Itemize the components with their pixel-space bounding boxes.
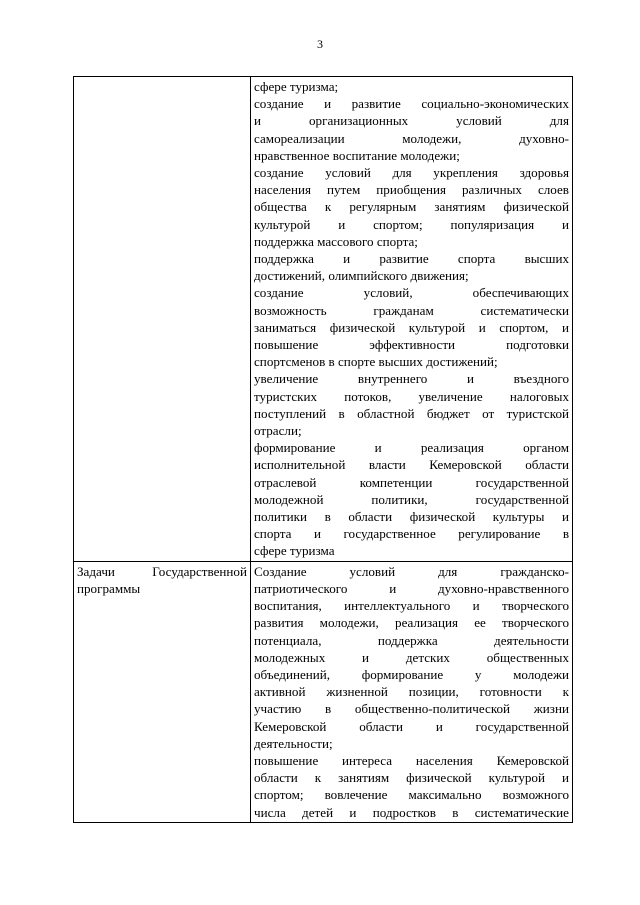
text-line: и организационных условий для bbox=[254, 113, 569, 129]
text-line: нравственное воспитание молодежи; bbox=[254, 147, 460, 163]
text-line: отрасли; bbox=[254, 423, 302, 439]
text-line: объединений, формирование у молодежи bbox=[254, 666, 569, 682]
table-row bbox=[74, 77, 573, 562]
text-line: поддержка и развитие спорта высших bbox=[254, 251, 569, 267]
text-line: программы bbox=[77, 580, 141, 596]
text-line: возможность гражданам систематически bbox=[254, 302, 569, 318]
text-line: общества к регулярным занятиям физической bbox=[254, 199, 569, 215]
text-line: поддержка массового спорта; bbox=[254, 233, 418, 249]
text-line: заниматься физической культурой и спортом, и bbox=[254, 319, 569, 335]
text-line: исполнительной власти Кемеровской области bbox=[254, 457, 569, 473]
text-line: поступлений в областной бюджет от туристской bbox=[254, 405, 569, 421]
text-line: активной жизненной позиции, готовности к bbox=[254, 684, 569, 700]
text-line: повышение эффективности подготовки bbox=[254, 337, 569, 353]
text-line: сфере туризма bbox=[254, 543, 335, 559]
text-line: создание условий для укрепления здоровья bbox=[254, 165, 569, 181]
text-line: увеличение внутреннего и въездного bbox=[254, 371, 569, 387]
text-line: формирование и реализация органом bbox=[254, 440, 569, 456]
text-line: сфере туризма; bbox=[254, 79, 339, 94]
text-line: самореализации молодежи, духовно- bbox=[254, 130, 569, 146]
tasks-label-cell bbox=[74, 561, 251, 822]
text-line: спортом; вовлечение максимально возможного bbox=[254, 787, 569, 803]
text-line: участию в общественно-политической жизни bbox=[254, 701, 569, 717]
text-line: воспитания, интеллектуального и творческого bbox=[254, 598, 569, 614]
text-line: Кемеровской области и государственной bbox=[254, 718, 569, 734]
tasks-cell bbox=[251, 561, 573, 822]
text-line: Создание условий для гражданско- bbox=[254, 563, 569, 579]
text-line: числа детей и подростков в систематические bbox=[254, 804, 569, 820]
text-line: создание условий, обеспечивающих bbox=[254, 285, 569, 301]
text-line: развития молодежи, реализация ее творческого bbox=[254, 615, 569, 631]
text-line: области к занятиям физической культурой и bbox=[254, 770, 569, 786]
row-label-empty bbox=[74, 77, 251, 562]
page-number: 3 bbox=[317, 37, 323, 51]
goals-cell bbox=[251, 77, 573, 562]
program-passport-table bbox=[73, 76, 573, 823]
text-line: культурой и спортом; популяризация и bbox=[254, 216, 569, 232]
text-line: достижений, олимпийского движения; bbox=[254, 268, 469, 284]
text-line: молодежных и детских общественных bbox=[254, 649, 569, 665]
text-line: населения путем приобщения различных слоев bbox=[254, 182, 569, 198]
text-line: туристских потоков, увеличение налоговых bbox=[254, 388, 569, 404]
table-row bbox=[74, 561, 573, 822]
text-line: патриотического и духовно-нравственного bbox=[254, 580, 569, 596]
text-line: молодежной политики, государственной bbox=[254, 491, 569, 507]
text-line: спортсменов в спорте высших достижений; bbox=[254, 354, 498, 370]
text-line: потенциала, поддержка деятельности bbox=[254, 632, 569, 648]
text-line: деятельности; bbox=[254, 735, 333, 751]
text-line: Задачи Государственной bbox=[77, 563, 247, 579]
text-line: отраслевой компетенции государственной bbox=[254, 474, 569, 490]
text-line: повышение интереса населения Кемеровской bbox=[254, 752, 569, 768]
text-line: политики в области физической культуры и bbox=[254, 509, 569, 525]
text-line: создание и развитие социально-экономических bbox=[254, 96, 569, 112]
text-line: спорта и государственное регулирование в bbox=[254, 526, 569, 542]
